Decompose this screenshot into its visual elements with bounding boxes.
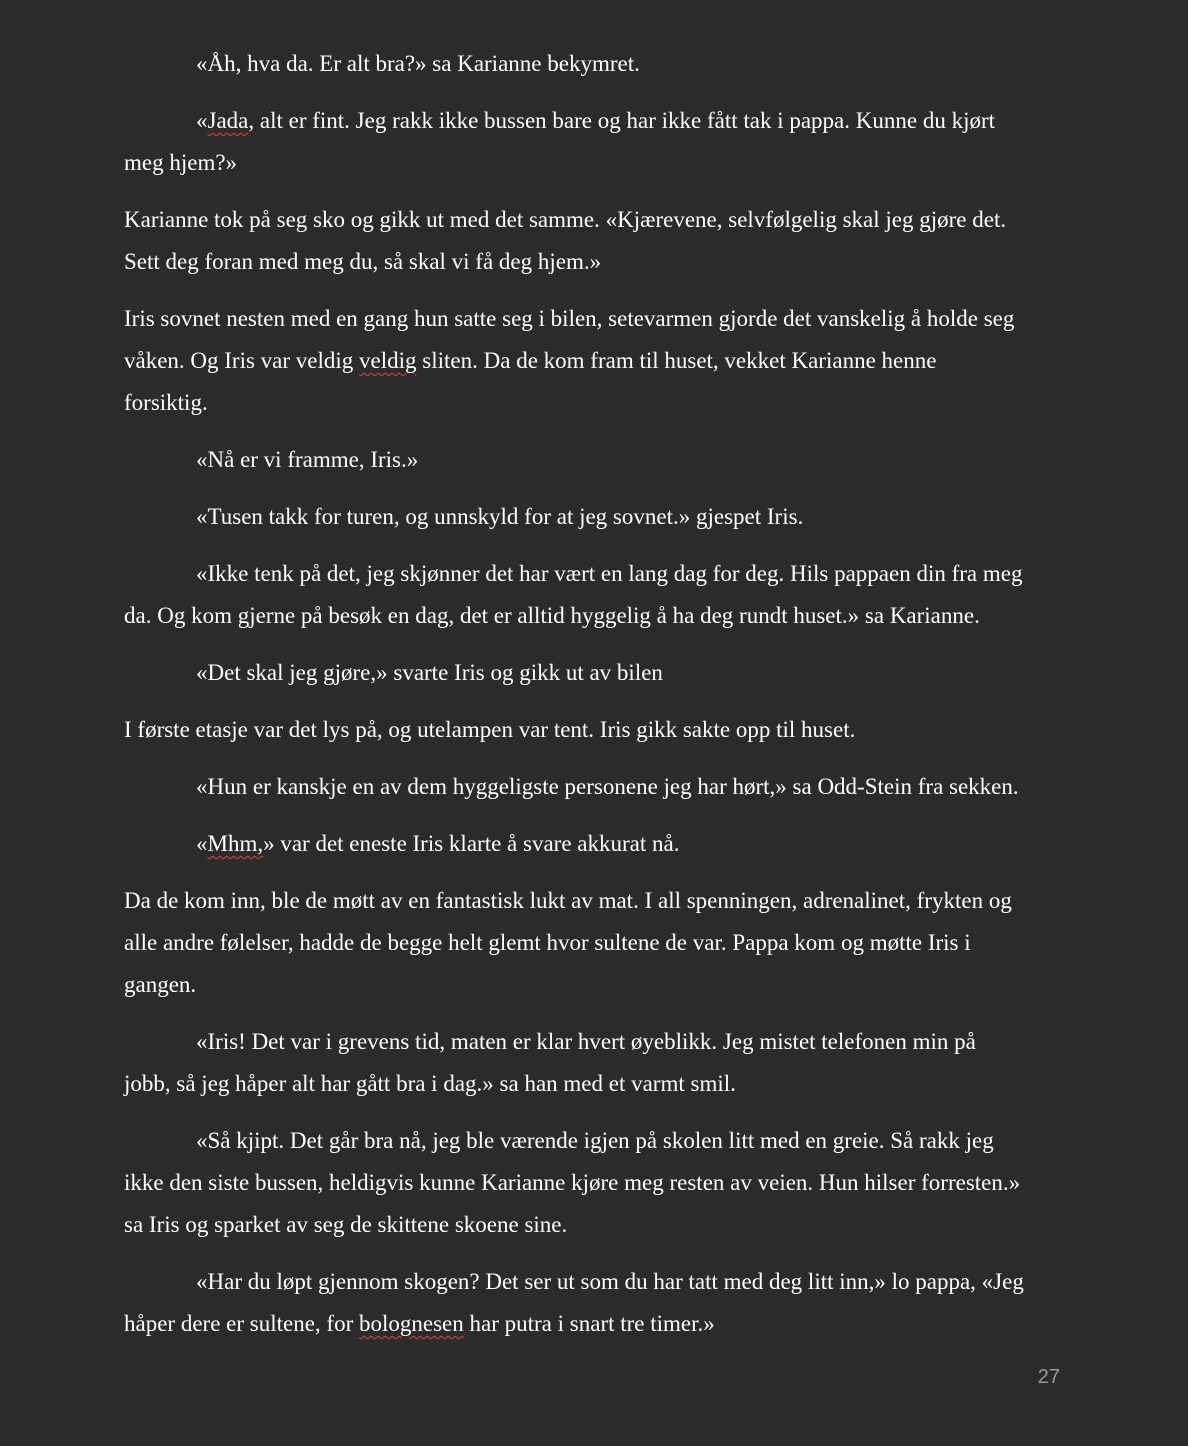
text-line	[124, 964, 1064, 1006]
text-run: «Ikke tenk på det, jeg skjønner det har vært en lang dag for deg. Hils pappaen din fra meg	[196, 561, 1023, 586]
text-line	[124, 439, 1064, 481]
text-run: sliten. Da de kom fram til huset, vekket Karianne henne	[416, 348, 937, 373]
text-run: gangen.	[124, 972, 197, 997]
text-run: «	[196, 108, 208, 133]
text-run: «Det skal jeg gjøre,» svarte Iris og gikk ut av bilen	[196, 660, 663, 685]
paragraph	[124, 100, 1064, 184]
text-line	[124, 1063, 1064, 1105]
text-run: da. Og kom gjerne på besøk en dag, det er alltid hyggelig å ha deg rundt huset.» sa Karianne.	[124, 603, 980, 628]
text-run: håper dere er sultene, for	[124, 1311, 359, 1336]
text-line	[124, 709, 1064, 751]
page-number: 27	[1037, 1366, 1060, 1388]
text-line	[124, 1261, 1064, 1303]
text-line	[124, 595, 1064, 637]
paragraph	[124, 1021, 1064, 1105]
text-line	[124, 553, 1064, 595]
text-run: forsiktig.	[124, 390, 208, 415]
text-line	[124, 1162, 1064, 1204]
text-run: meg hjem?»	[124, 150, 238, 175]
text-line	[124, 100, 1064, 142]
spelling-error-word[interactable]: bolognesen	[359, 1311, 464, 1336]
paragraph	[124, 439, 1064, 481]
text-line	[124, 142, 1064, 184]
paragraph	[124, 1261, 1064, 1345]
text-run: Karianne tok på seg sko og gikk ut med det samme. «Kjærevene, selvfølgelig skal jeg gjøre det.	[124, 207, 1007, 232]
paragraph	[124, 709, 1064, 751]
text-line	[124, 1303, 1064, 1345]
paragraph	[124, 199, 1064, 283]
spelling-error-word[interactable]: Jada	[207, 108, 249, 133]
paragraph	[124, 880, 1064, 1006]
text-run: alle andre følelser, hadde de begge helt glemt hvor sultene de var. Pappa kom og møtte Iris i	[124, 930, 971, 955]
text-line	[124, 880, 1064, 922]
paragraph	[124, 496, 1064, 538]
text-run: Iris sovnet nesten med en gang hun satte seg i bilen, setevarmen gjorde det vanskelig å holde seg	[124, 306, 1015, 331]
text-line	[124, 340, 1064, 382]
paragraph	[124, 43, 1064, 85]
text-line	[124, 241, 1064, 283]
paragraph	[124, 823, 1064, 865]
text-run: våken. Og Iris var veldig	[124, 348, 360, 373]
text-line	[124, 766, 1064, 808]
text-run: «Så kjipt. Det går bra nå, jeg ble værende igjen på skolen litt med en greie. Så rakk jeg	[196, 1128, 994, 1153]
text-run: «Har du løpt gjennom skogen? Det ser ut som du har tatt med deg litt inn,» lo pappa, «Jeg	[196, 1269, 1024, 1294]
text-line	[124, 1204, 1064, 1246]
spelling-error-word[interactable]: veldig	[359, 348, 417, 373]
text-run: ikke den siste bussen, heldigvis kunne Karianne kjøre meg resten av veien. Hun hilser forresten.»	[124, 1170, 1021, 1195]
paragraph	[124, 298, 1064, 424]
text-line	[124, 298, 1064, 340]
document-body[interactable]	[124, 43, 1064, 1360]
text-run: «Åh, hva da. Er alt bra?» sa Karianne bekymret.	[196, 51, 640, 76]
paragraph	[124, 553, 1064, 637]
text-run: «Tusen takk for turen, og unnskyld for at jeg sovnet.» gjespet Iris.	[196, 504, 804, 529]
spelling-error-word[interactable]: Mhm,	[207, 831, 264, 856]
text-line	[124, 922, 1064, 964]
text-run: » var det eneste Iris klarte å svare akkurat nå.	[263, 831, 680, 856]
text-run: «Hun er kanskje en av dem hyggeligste personene jeg har hørt,» sa Odd-Stein fra sekken.	[196, 774, 1019, 799]
text-run: «	[196, 831, 208, 856]
text-line	[124, 1021, 1064, 1063]
text-run: «Nå er vi framme, Iris.»	[196, 447, 419, 472]
text-line	[124, 199, 1064, 241]
text-run: I første etasje var det lys på, og utelampen var tent. Iris gikk sakte opp til huset.	[124, 717, 856, 742]
text-line	[124, 382, 1064, 424]
text-line	[124, 1120, 1064, 1162]
text-run: Sett deg foran med meg du, så skal vi få deg hjem.»	[124, 249, 602, 274]
text-run: jobb, så jeg håper alt har gått bra i dag.» sa han med et varmt smil.	[124, 1071, 736, 1096]
text-line	[124, 652, 1064, 694]
text-run: «Iris! Det var i grevens tid, maten er klar hvert øyeblikk. Jeg mistet telefonen min på	[196, 1029, 976, 1054]
paragraph	[124, 1120, 1064, 1246]
paragraph	[124, 766, 1064, 808]
text-line	[124, 823, 1064, 865]
paragraph	[124, 652, 1064, 694]
text-line	[124, 496, 1064, 538]
text-line	[124, 43, 1064, 85]
text-run: har putra i snart tre timer.»	[463, 1311, 715, 1336]
text-run: sa Iris og sparket av seg de skittene skoene sine.	[124, 1212, 568, 1237]
text-run: , alt er fint. Jeg rakk ikke bussen bare og har ikke fått tak i pappa. Kunne du kjørt	[248, 108, 996, 133]
text-run: Da de kom inn, ble de møtt av en fantastisk lukt av mat. I all spenningen, adrenalinet, frykten og	[124, 888, 1012, 913]
